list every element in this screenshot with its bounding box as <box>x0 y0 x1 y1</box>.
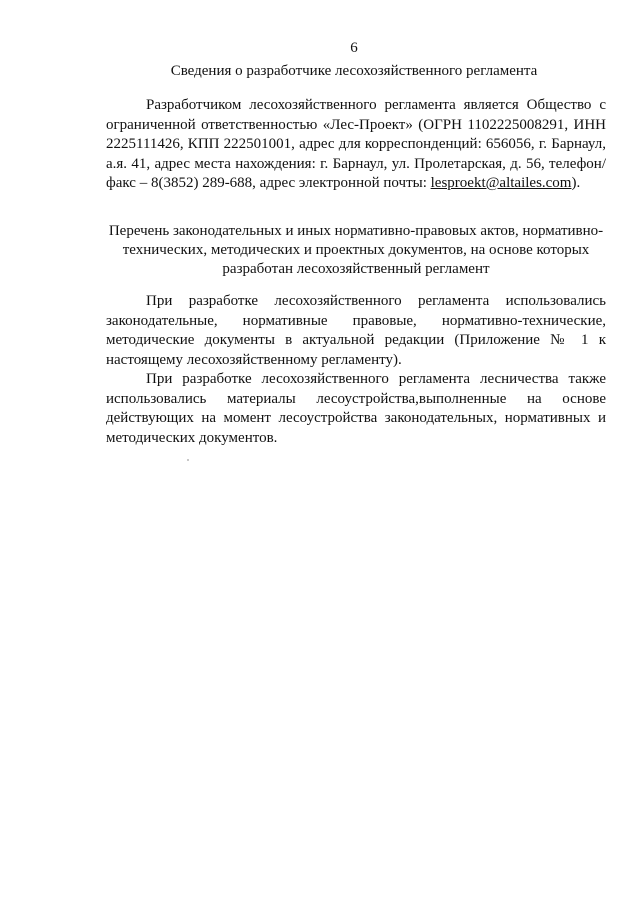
email-suffix: ). <box>571 175 581 191</box>
developer-paragraph <box>106 96 606 194</box>
developer-section-body <box>106 96 606 194</box>
email-link[interactable]: lesproekt@altailes.com <box>430 175 572 191</box>
documents-paragraph-2: При разработке лесохозяйственного регламента лесничества также использовались материалы лесоустройства,выполненные на основе действующих на момент лесоустройства законодательных, нормативных и методических документов. <box>106 371 606 446</box>
developer-paragraph-text: Разработчиком лесохозяйственного регламента является Общество с ограниченной ответственностью «Лес-Проект» (ОГРН 1102225008291, ИНН 2225111426, КПП 222501001, адрес для корреспонденций: 656056, г. Барнаул, а.я. 41, адрес места нахождения: г. Барнаул, ул. Пролетарская, д. 56, телефон/факс – 8(3852) 289-688, адрес электронной почты: <box>106 97 606 191</box>
developer-section-title: Сведения о разработчике лесохозяйственного регламента <box>170 63 538 79</box>
documents-section-body <box>106 292 606 448</box>
documents-paragraph-1: При разработке лесохозяйственного регламента использовались законодательные, нормативные правовые, нормативно-технические, методические документы в актуальной редакции (Приложение № 1 к настоящему лесохозяйственному регламенту). <box>106 293 606 368</box>
scan-speck <box>187 459 189 461</box>
page-number: 6 <box>350 40 358 56</box>
documents-section-title: Перечень законодательных и иных нормативно-правовых актов, нормативно-технических, методических и проектных документов, на основе которых разработан лесохозяйственный регламент <box>108 223 604 277</box>
